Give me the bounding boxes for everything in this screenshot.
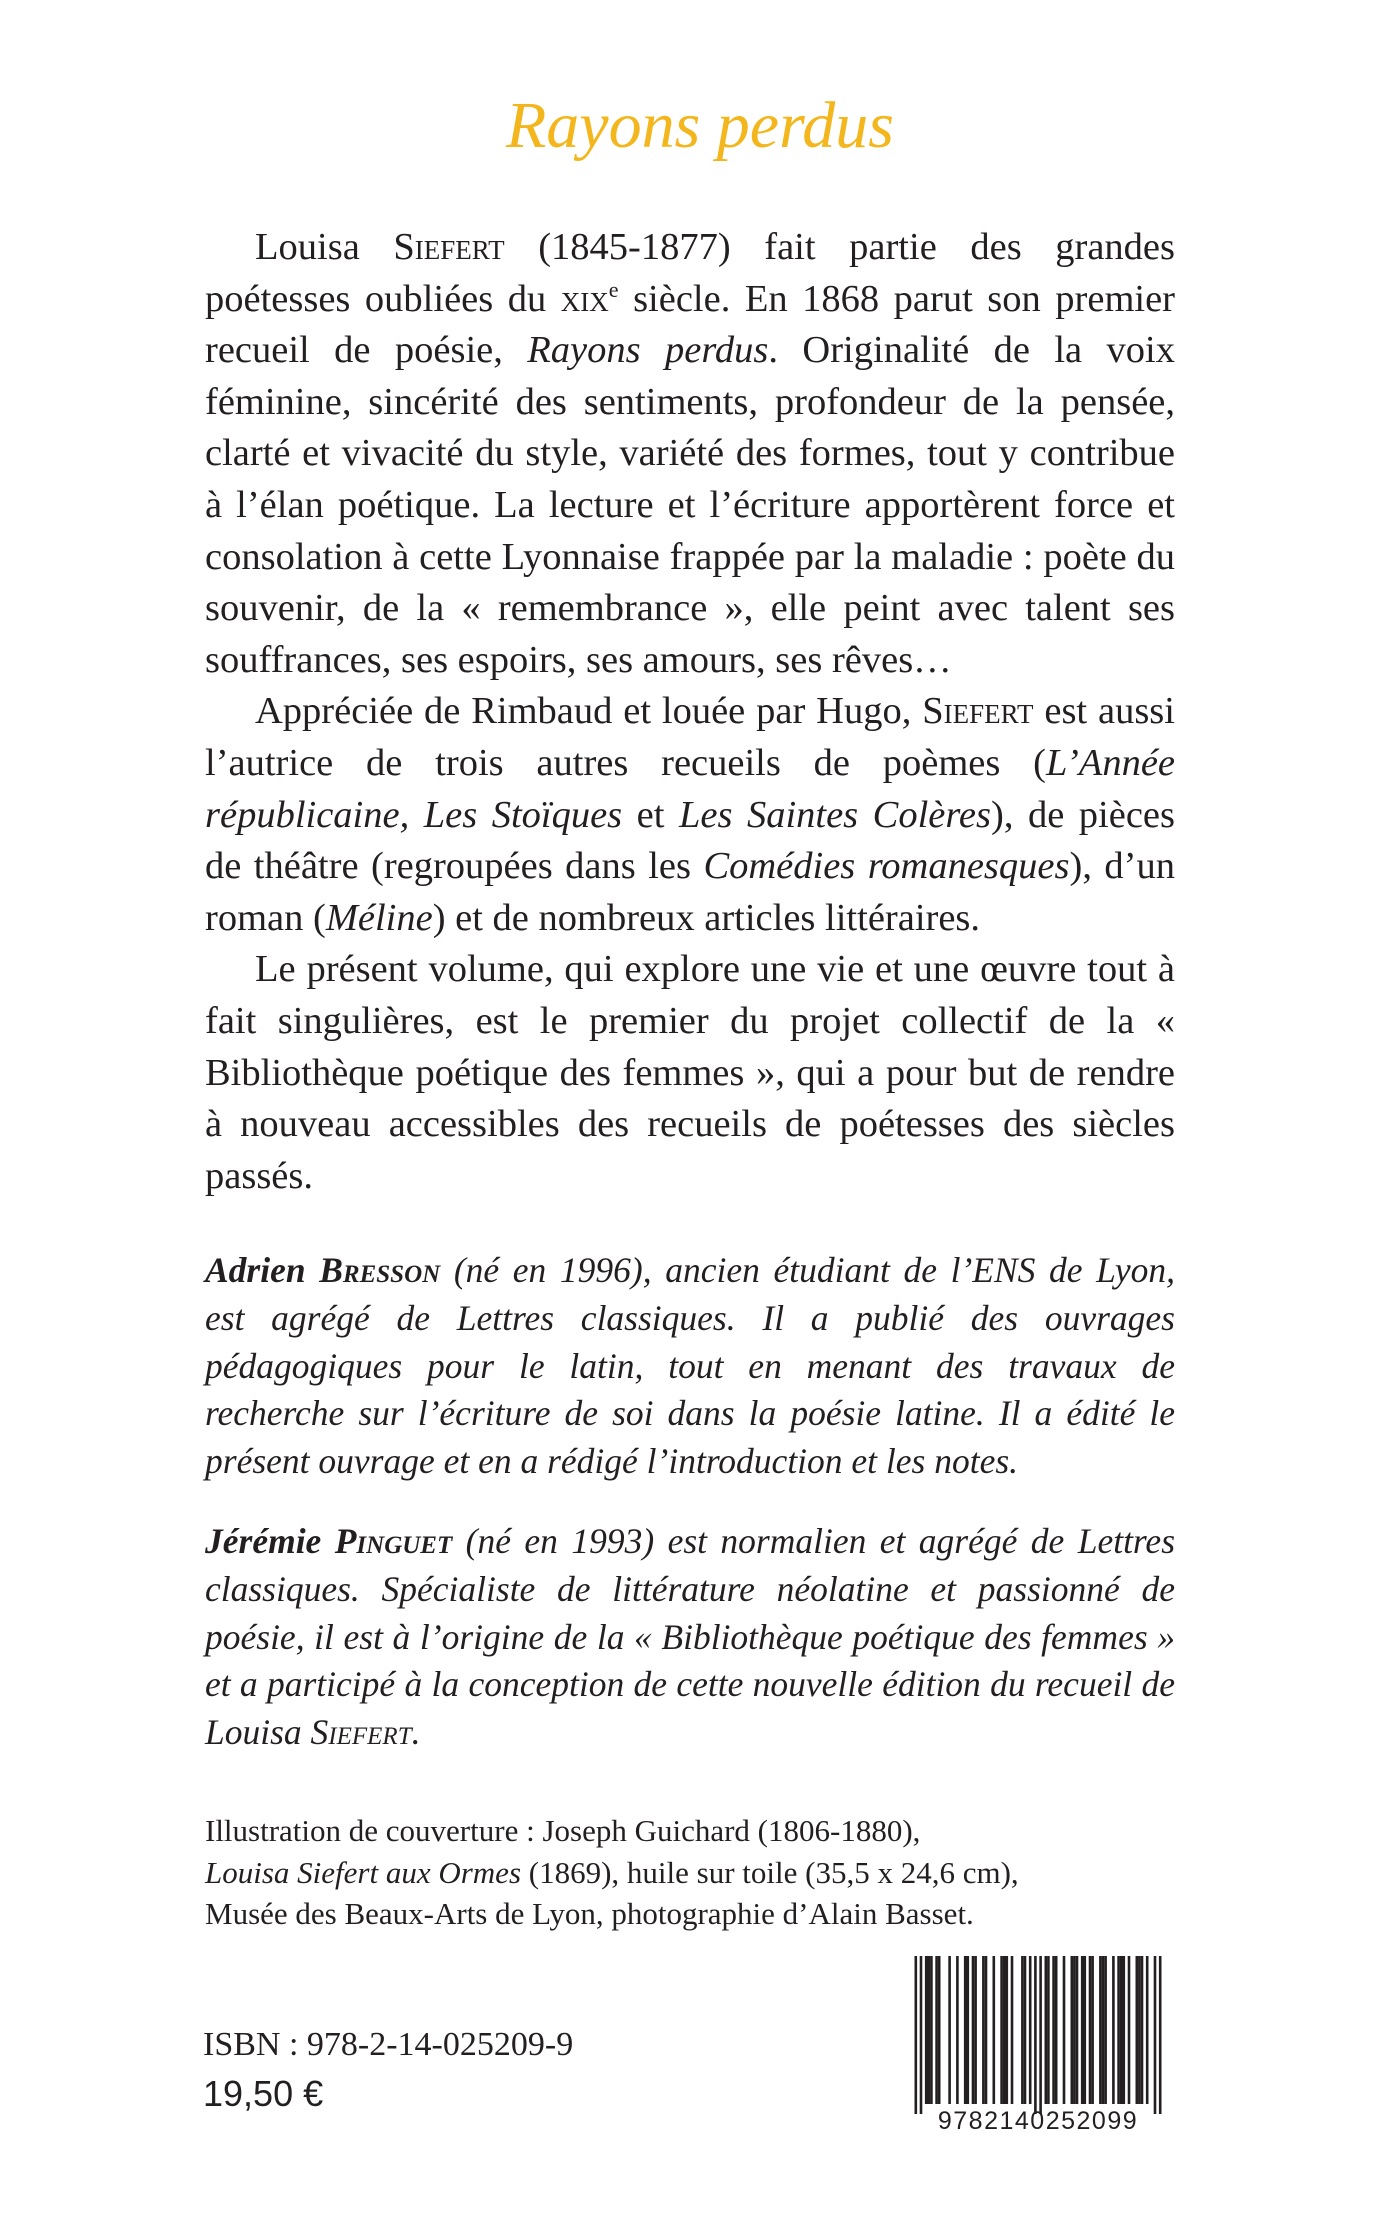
century-superscript: e xyxy=(608,276,619,302)
editor-last-name: Bresson xyxy=(319,1250,441,1290)
barcode-bar xyxy=(1071,1956,1074,2104)
work-title: L’Année républicaine, Les Stoïques xyxy=(205,741,1175,836)
barcode-bar xyxy=(993,1956,996,2104)
barcode-bar xyxy=(1138,1956,1141,2104)
barcode-bar xyxy=(1159,1956,1162,2114)
isbn: ISBN : 978-2-14-025209-9 xyxy=(203,2026,574,2063)
barcode-bar xyxy=(930,1956,933,2104)
barcode-bar xyxy=(1117,1956,1120,2104)
barcode-bar xyxy=(1063,1956,1066,2104)
barcode-bar xyxy=(967,1956,970,2104)
barcode-bar xyxy=(1081,1956,1084,2104)
barcode-bar xyxy=(1003,1956,1006,2104)
work-title: Méline xyxy=(325,896,433,939)
editor-first-name: Jérémie xyxy=(205,1521,335,1561)
barcode-bar xyxy=(1076,1956,1079,2104)
barcode-bars-graphic xyxy=(907,1956,1169,2116)
barcode-bar xyxy=(956,1956,959,2104)
author-name: Siefert xyxy=(393,226,505,268)
barcode-bar xyxy=(920,1956,923,2114)
author-name: Siefert xyxy=(922,690,1034,733)
barcode-bar xyxy=(938,1956,941,2104)
barcode-bar xyxy=(1136,1956,1139,2104)
painting-title: Louisa Siefert aux Ormes xyxy=(205,1854,522,1890)
barcode-bar xyxy=(1128,1956,1131,2104)
barcode-bar xyxy=(1052,1956,1055,2104)
barcode-bar xyxy=(1104,1956,1107,2104)
book-blurb xyxy=(205,222,1175,1202)
blurb-paragraph-1: Louisa Siefert (1845-1877) fait partie des grandes poétesses oubliées du xix$^e$ siècle. En 1868 parut son premier recueil de poésie, Rayons perdus. Originalité de la voix féminine, sincérité des sentiments, profondeur de la pensée, clarté et vivacité du style, variété des formes, tout y contribue à l’élan poétique. La lecture et l’écriture apportèrent force et consolation à cette Lyonnaise frappée par la maladie : poète du souvenir, de la « remembrance », elle peint avec talent ses souffrances, ses espoirs, ses amours, ses rêves… xyxy=(205,226,1175,681)
editor-bio-pinguet: Jérémie Pinguet (né en 1993) est normalien et agrégé de Lettres classiques. Spécialiste de littérature néolatine et passionné de poésie, il est à l’origine de la « Bibliothèque poétique des femmes » et a participé à la conception de cette nouvelle édition du recueil de Louisa Siefert. xyxy=(205,1521,1176,1753)
blurb-paragraph-3: Le présent volume, qui explore une vie et une œuvre tout à fait singulières, est le premier du projet collectif de la « Bibliothèque poétique des femmes », qui a pour but de rendre à nouveau accessibles des recueils de poétesses des siècles passés. xyxy=(205,948,1175,1197)
barcode-bar xyxy=(1102,1956,1105,2104)
barcode-bar xyxy=(1089,1956,1092,2104)
barcode-digits: 9782140252099 xyxy=(937,2107,1139,2135)
barcode-bar xyxy=(1039,1956,1042,2114)
barcode-bar xyxy=(948,1956,951,2104)
barcode-bar xyxy=(1055,1956,1058,2104)
barcode-bar xyxy=(1024,1956,1027,2104)
cover-illustration-credits: Illustration de couverture : Joseph Guichard (1806-1880), Louisa Siefert aux Ormes (1869), huile sur toile (35,5 x 24,6 cm), Musée des Beaux-Arts de Lyon, photographie d’Alain Basset. xyxy=(205,1813,1019,1931)
barcode-bar xyxy=(1091,1956,1094,2104)
price: 19,50 € xyxy=(203,2073,324,2114)
editor-last-name: Pinguet xyxy=(334,1521,453,1561)
blurb-paragraph-2: Appréciée de Rimbaud et louée par Hugo, Siefert est aussi l’autrice de trois autres recueils de poèmes (L’Année républicaine, Les Stoïques et Les Saintes Colères), de pièces de théâtre (regroupées dans les Comédies romanesques), d’un roman (Méline) et de nombreux articles littéraires. xyxy=(205,690,1175,939)
barcode-bar xyxy=(935,1956,938,2104)
barcode-bar xyxy=(1021,1956,1024,2104)
barcode-bar xyxy=(915,1956,918,2114)
barcode-bar xyxy=(1120,1956,1123,2104)
barcode-bar xyxy=(1099,1956,1102,2104)
editor-bio-bresson: Adrien Bresson (né en 1996), ancien étudiant de l’ENS de Lyon, est agrégé de Lettres classiques. Il a publié des ouvrages pédagogiques pour le latin, tout en menant des travaux de recherche sur l’écriture de soi dans la poésie latine. Il a édité le présent ouvrage et en a rédigé l’introduction et les notes. xyxy=(205,1250,1176,1482)
barcode-bar xyxy=(1141,1956,1144,2104)
barcode-bar xyxy=(964,1956,967,2104)
barcode-bar xyxy=(1084,1956,1087,2104)
barcode-bar xyxy=(974,1956,977,2104)
work-title: Les Saintes Colères xyxy=(678,793,992,836)
century-numeral: xix xyxy=(560,277,609,320)
work-title: Comédies romanesques xyxy=(703,845,1070,888)
author-name: Siefert xyxy=(310,1712,412,1753)
barcode-bar xyxy=(1146,1956,1149,2104)
barcode-bar xyxy=(1034,1956,1037,2114)
barcode-bar xyxy=(1112,1956,1115,2104)
barcode-bar xyxy=(928,1956,931,2104)
book-title-inline: Rayons perdus xyxy=(527,329,769,372)
barcode-bar xyxy=(1006,1956,1009,2104)
barcode-bar xyxy=(1045,1956,1048,2104)
barcode-bar xyxy=(1073,1956,1076,2104)
barcode-bar xyxy=(972,1956,975,2104)
barcode-bar xyxy=(925,1956,928,2104)
barcode-bar xyxy=(1011,1956,1014,2104)
editor-first-name: Adrien xyxy=(205,1250,320,1290)
barcode-bar xyxy=(1047,1956,1050,2104)
barcode-bar xyxy=(1154,1956,1157,2114)
barcode xyxy=(907,1956,1169,2149)
barcode-bar xyxy=(1123,1956,1126,2104)
barcode-bar xyxy=(1029,1956,1032,2104)
barcode-bar xyxy=(985,1956,988,2104)
barcode-bar xyxy=(982,1956,985,2104)
book-title: Rayons perdus xyxy=(505,89,894,162)
barcode-bar xyxy=(1000,1956,1003,2104)
